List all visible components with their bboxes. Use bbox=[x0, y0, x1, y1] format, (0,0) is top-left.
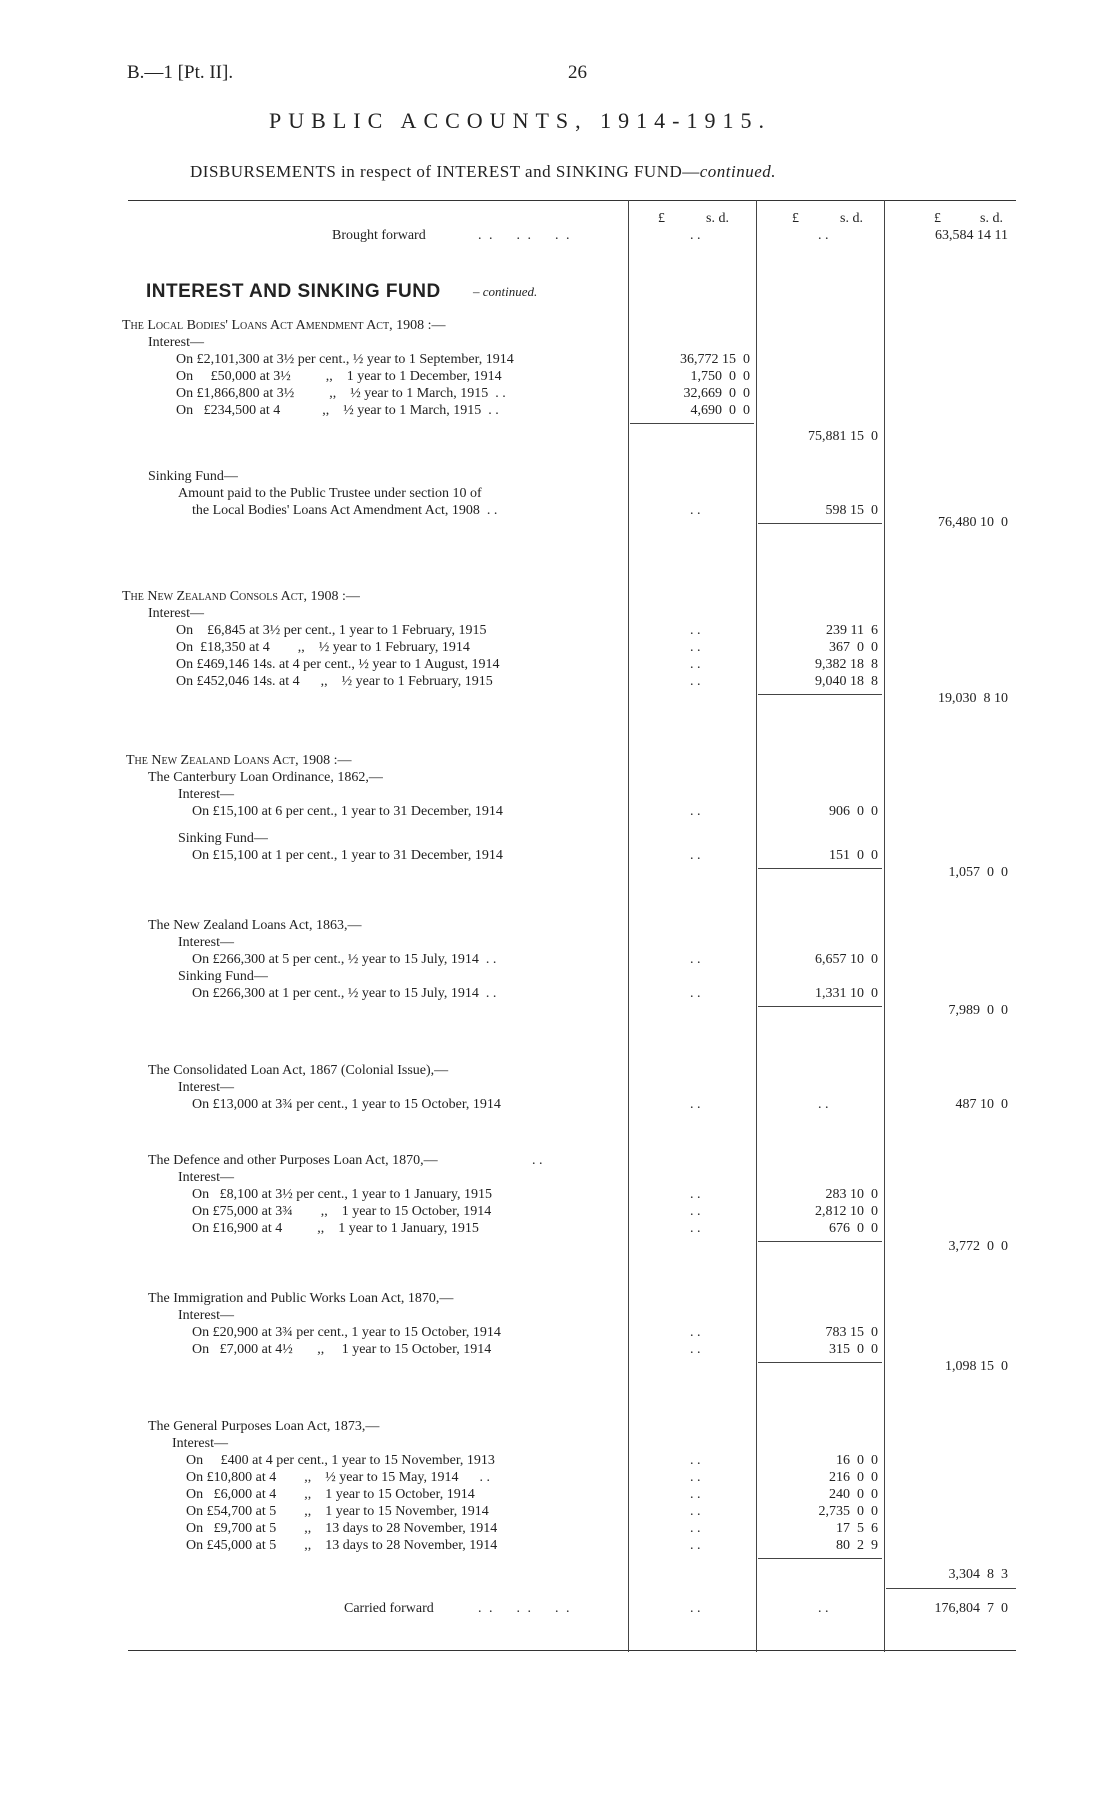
line-text: On £234,500 at 4 ,, ½ year to 1 March, 1915 . . bbox=[176, 403, 499, 418]
line-c1: . . bbox=[690, 623, 701, 638]
line-text: On £16,900 at 4 ,, 1 year to 1 January, 1915 bbox=[192, 1221, 479, 1236]
line-c1: . . bbox=[690, 1453, 701, 1468]
interest-label-text: Interest— bbox=[178, 1170, 234, 1185]
line-text: On £8,100 at 3½ per cent., 1 year to 1 January, 1915 bbox=[192, 1187, 493, 1202]
line-amount: 283 10 0 bbox=[825, 1187, 878, 1202]
table-top-rule bbox=[128, 200, 1016, 201]
line-c1: . . bbox=[690, 674, 701, 689]
consols-title-text: The New Zealand Consols Act, 1908 :— bbox=[122, 589, 360, 604]
sinking-label-text: Sinking Fund— bbox=[148, 469, 238, 484]
nz-loans-1863-sinking-label bbox=[128, 968, 1016, 986]
line-c1: . . bbox=[690, 1538, 701, 1553]
line-amount: 240 0 0 bbox=[829, 1487, 878, 1502]
line-text: On £54,700 at 5 ,, 1 year to 15 November, 1914 bbox=[186, 1504, 489, 1519]
local-bodies-interest-label bbox=[128, 334, 1016, 352]
sinking-line-text: the Local Bodies' Loans Act Amendment Act, 1908 . . bbox=[192, 503, 498, 518]
line-amount: 315 0 0 bbox=[829, 1342, 878, 1357]
carried-forward-total: 176,804 7 0 bbox=[934, 1601, 1008, 1616]
column-headers bbox=[128, 210, 1016, 228]
consolidated-1867-interest-label bbox=[128, 1079, 1016, 1097]
line-amount: 906 0 0 bbox=[829, 804, 878, 819]
consols-total: 19,030 8 10 bbox=[938, 691, 1008, 706]
line-c1: . . bbox=[690, 1342, 701, 1357]
sinking-label-text: Sinking Fund— bbox=[178, 969, 268, 984]
consolidated-1867-total: 487 10 0 bbox=[955, 1097, 1008, 1112]
carried-forward-row bbox=[128, 1600, 1016, 1618]
line-amount: 4,690 0 0 bbox=[690, 403, 750, 418]
line-text: On £9,700 at 5 ,, 13 days to 28 November, 1914 bbox=[186, 1521, 498, 1536]
sinking-line-text: Amount paid to the Public Trustee under section 10 of bbox=[178, 486, 482, 501]
nz-loans-1863-total: 7,989 0 0 bbox=[948, 1003, 1008, 1018]
canterbury-interest-line bbox=[128, 803, 1016, 821]
local-bodies-line-4 bbox=[128, 402, 1016, 420]
line-c1: . . bbox=[690, 848, 701, 863]
nz-loans-1863-total-row bbox=[128, 1002, 1016, 1020]
local-bodies-interest-total: 75,881 15 0 bbox=[808, 429, 878, 444]
local-bodies-interest-text: Interest— bbox=[148, 335, 204, 350]
grand-total-rule bbox=[886, 1588, 1016, 1589]
title-text: The Immigration and Public Works Loan Act, 1870,— bbox=[148, 1291, 454, 1306]
defence-1870-line-2 bbox=[128, 1203, 1016, 1221]
section-heading-suffix: – continued. bbox=[473, 284, 538, 299]
page-subtitle bbox=[190, 162, 776, 182]
section-heading bbox=[128, 280, 1016, 304]
defence-1870-total: 3,772 0 0 bbox=[948, 1239, 1008, 1254]
line-amount: 676 0 0 bbox=[829, 1221, 878, 1236]
canterbury-title bbox=[128, 769, 1016, 787]
line-amount: 1,331 10 0 bbox=[815, 986, 878, 1001]
subtitle-continued: continued. bbox=[699, 162, 777, 181]
col3-sd-header: s. d. bbox=[980, 211, 1003, 226]
col1-pounds-header: £ bbox=[658, 211, 665, 226]
line-amount: 783 15 0 bbox=[825, 1325, 878, 1340]
sinking-c1: . . bbox=[690, 503, 701, 518]
line-c1: . . bbox=[690, 986, 701, 1001]
local-bodies-sinking-label bbox=[128, 468, 1016, 486]
immigration-1870-total-row bbox=[128, 1358, 1016, 1376]
line-c1: . . bbox=[690, 952, 701, 967]
line-c1: . . bbox=[690, 640, 701, 655]
line-text: On £13,000 at 3¾ per cent., 1 year to 15 October, 1914 bbox=[192, 1097, 501, 1112]
line-amount: 1,750 0 0 bbox=[690, 369, 750, 384]
subtitle-text: DISBURSEMENTS in respect of INTEREST and SINKING FUND— bbox=[190, 162, 700, 181]
line-amount: 216 0 0 bbox=[829, 1470, 878, 1485]
line-text: On £266,300 at 1 per cent., ½ year to 15 July, 1914 . . bbox=[192, 986, 497, 1001]
consols-line-4 bbox=[128, 673, 1016, 691]
title-text: The Defence and other Purposes Loan Act, 1870,— bbox=[148, 1153, 438, 1168]
sinking-label-text: Sinking Fund— bbox=[178, 831, 268, 846]
table-bottom-rule bbox=[128, 1650, 1016, 1651]
general-1873-line-3 bbox=[128, 1486, 1016, 1504]
line-amount: 239 11 6 bbox=[826, 623, 878, 638]
brought-forward-c2: . . bbox=[818, 228, 829, 243]
line-amount: 367 0 0 bbox=[829, 640, 878, 655]
subtotal-rule bbox=[630, 423, 754, 424]
line-amount: 151 0 0 bbox=[829, 848, 878, 863]
line-text: On £2,101,300 at 3½ per cent., ½ year to 1 September, 1914 bbox=[176, 352, 514, 367]
general-1873-interest-label bbox=[128, 1435, 1016, 1453]
local-bodies-total: 76,480 10 0 bbox=[938, 515, 1008, 530]
carried-forward-c1: . . bbox=[690, 1601, 701, 1616]
line-text: On £15,100 at 1 per cent., 1 year to 31 December, 1914 bbox=[192, 848, 503, 863]
line-c1: . . bbox=[690, 1221, 701, 1236]
nz-loans-1863-interest-line bbox=[128, 951, 1016, 969]
defence-1870-title bbox=[128, 1152, 1016, 1170]
general-1873-title bbox=[128, 1418, 1016, 1436]
consolidated-1867-title bbox=[128, 1062, 1016, 1080]
line-text: On £6,000 at 4 ,, 1 year to 15 October, 1914 bbox=[186, 1487, 475, 1502]
line-c1: . . bbox=[690, 804, 701, 819]
local-bodies-total-row bbox=[128, 514, 1016, 532]
interest-label-text: Interest— bbox=[178, 935, 234, 950]
line-text: On £45,000 at 5 ,, 13 days to 28 November, 1914 bbox=[186, 1538, 498, 1553]
line-text: On £266,300 at 5 per cent., ½ year to 15 July, 1914 . . bbox=[192, 952, 497, 967]
consols-line-1 bbox=[128, 622, 1016, 640]
local-bodies-line-3 bbox=[128, 385, 1016, 403]
carried-forward-c2: . . bbox=[818, 1601, 829, 1616]
brought-forward-label: Brought forward bbox=[332, 228, 426, 243]
defence-1870-line-3 bbox=[128, 1220, 1016, 1238]
interest-label-text: Interest— bbox=[178, 1308, 234, 1323]
defence-1870-line-1 bbox=[128, 1186, 1016, 1204]
local-bodies-title bbox=[122, 317, 1016, 335]
loans-act-title-text: The New Zealand Loans Act, 1908 :— bbox=[126, 753, 352, 768]
local-bodies-interest-total-row bbox=[128, 428, 1016, 446]
line-c1: . . bbox=[690, 1504, 701, 1519]
line-amount: 6,657 10 0 bbox=[815, 952, 878, 967]
interest-label-text: Interest— bbox=[178, 1080, 234, 1095]
line-amount: 80 2 9 bbox=[836, 1538, 878, 1553]
loans-act-total-row bbox=[128, 864, 1016, 882]
line-text: On £75,000 at 3¾ ,, 1 year to 15 October, 1914 bbox=[192, 1204, 492, 1219]
local-bodies-line-2 bbox=[128, 368, 1016, 386]
consols-title bbox=[122, 588, 1016, 606]
brought-forward-total: 63,584 14 11 bbox=[935, 228, 1008, 243]
loans-act-total: 1,057 0 0 bbox=[948, 865, 1008, 880]
general-1873-line-4 bbox=[128, 1503, 1016, 1521]
line-text: On £452,046 14s. at 4 ,, ½ year to 1 February, 1915 bbox=[176, 674, 493, 689]
consols-line-3 bbox=[128, 656, 1016, 674]
general-1873-line-1 bbox=[128, 1452, 1016, 1470]
nz-loans-1863-interest-label bbox=[128, 934, 1016, 952]
general-1873-line-5 bbox=[128, 1520, 1016, 1538]
line-c1: . . bbox=[690, 657, 701, 672]
col2-sd-header: s. d. bbox=[840, 211, 863, 226]
line-amount: 2,735 0 0 bbox=[818, 1504, 878, 1519]
line-amount: 9,040 18 8 bbox=[815, 674, 878, 689]
nz-loans-1863-sinking-line bbox=[128, 985, 1016, 1003]
line-text: On £15,100 at 6 per cent., 1 year to 31 December, 1914 bbox=[192, 804, 503, 819]
general-1873-total-row bbox=[128, 1566, 1016, 1584]
disbursements-table bbox=[122, 200, 1016, 1652]
general-1873-line-2 bbox=[128, 1469, 1016, 1487]
line-amount: 9,382 18 8 bbox=[815, 657, 878, 672]
immigration-1870-total: 1,098 15 0 bbox=[945, 1359, 1008, 1374]
defence-1870-total-row bbox=[128, 1238, 1016, 1256]
line-c1: . . bbox=[690, 1521, 701, 1536]
immigration-1870-line-1 bbox=[128, 1324, 1016, 1342]
carried-forward-label: Carried forward bbox=[344, 1601, 434, 1616]
subtotal-rule bbox=[758, 1558, 882, 1559]
general-1873-line-6 bbox=[128, 1537, 1016, 1555]
canterbury-sinking-line bbox=[128, 847, 1016, 865]
consols-interest-text: Interest— bbox=[148, 606, 204, 621]
defence-1870-interest-label bbox=[128, 1169, 1016, 1187]
local-bodies-line-1 bbox=[128, 351, 1016, 369]
brought-forward-dots: . . . . . . bbox=[478, 228, 572, 243]
line-c1: . . bbox=[690, 1487, 701, 1502]
section-heading-title: INTEREST AND SINKING FUND bbox=[146, 281, 441, 302]
carried-forward-dots: . . . . . . bbox=[478, 1601, 572, 1616]
consols-line-2 bbox=[128, 639, 1016, 657]
page-title: PUBLIC ACCOUNTS, 1914-1915. bbox=[269, 108, 771, 133]
line-c1: . . bbox=[690, 1187, 701, 1202]
line-amount: 36,772 15 0 bbox=[680, 352, 750, 367]
brought-forward-row bbox=[128, 227, 1016, 245]
consols-interest-label bbox=[128, 605, 1016, 623]
line-c1: . . bbox=[690, 1204, 701, 1219]
consolidated-1867-line bbox=[128, 1096, 1016, 1114]
local-bodies-title-text: The Local Bodies' Loans Act Amendment Act, 1908 :— bbox=[122, 318, 446, 333]
loans-act-title bbox=[128, 752, 1016, 770]
line-text: On £10,800 at 4 ,, ½ year to 15 May, 1914 . . bbox=[186, 1470, 490, 1485]
col2-pounds-header: £ bbox=[792, 211, 799, 226]
title-text: The Consolidated Loan Act, 1867 (Colonial Issue),— bbox=[148, 1063, 449, 1078]
general-1873-total: 3,304 8 3 bbox=[948, 1567, 1008, 1582]
immigration-1870-title bbox=[128, 1290, 1016, 1308]
canterbury-sinking-label bbox=[128, 830, 1016, 848]
title-text: The New Zealand Loans Act, 1863,— bbox=[148, 918, 362, 933]
line-c2: . . bbox=[818, 1097, 829, 1112]
document-reference: B.—1 [Pt. II]. bbox=[127, 62, 234, 83]
line-text: On £400 at 4 per cent., 1 year to 15 November, 1913 bbox=[186, 1453, 495, 1468]
page-number: 26 bbox=[568, 62, 587, 83]
line-text: On £20,900 at 3¾ per cent., 1 year to 15 October, 1914 bbox=[192, 1325, 501, 1340]
brought-forward-c1: . . bbox=[690, 228, 701, 243]
line-c1: . . bbox=[690, 1470, 701, 1485]
line-text: On £469,146 14s. at 4 per cent., ½ year to 1 August, 1914 bbox=[176, 657, 500, 672]
line-text: On £18,350 at 4 ,, ½ year to 1 February, 1914 bbox=[176, 640, 470, 655]
line-amount: 16 0 0 bbox=[836, 1453, 878, 1468]
line-amount: 17 5 6 bbox=[836, 1521, 878, 1536]
line-text: On £50,000 at 3½ ,, 1 year to 1 December, 1914 bbox=[176, 369, 502, 384]
canterbury-title-text: The Canterbury Loan Ordinance, 1862,— bbox=[148, 770, 383, 785]
line-text: On £7,000 at 4½ ,, 1 year to 15 October, 1914 bbox=[192, 1342, 492, 1357]
line-c1: . . bbox=[690, 1325, 701, 1340]
canterbury-interest-label bbox=[128, 786, 1016, 804]
line-text: On £1,866,800 at 3½ ,, ½ year to 1 March, 1915 . . bbox=[176, 386, 506, 401]
col1-sd-header: s. d. bbox=[706, 211, 729, 226]
consols-total-row bbox=[128, 690, 1016, 708]
nz-loans-1863-title bbox=[128, 917, 1016, 935]
line-amount: 2,812 10 0 bbox=[815, 1204, 878, 1219]
line-amount: 32,669 0 0 bbox=[683, 386, 750, 401]
interest-label-text: Interest— bbox=[172, 1436, 228, 1451]
sinking-amount: 598 15 0 bbox=[825, 503, 878, 518]
title-dots: . . bbox=[532, 1153, 543, 1168]
line-text: On £6,845 at 3½ per cent., 1 year to 1 February, 1915 bbox=[176, 623, 487, 638]
local-bodies-sinking-line-1 bbox=[128, 485, 1016, 503]
interest-label-text: Interest— bbox=[178, 787, 234, 802]
line-c1: . . bbox=[690, 1097, 701, 1112]
col3-pounds-header: £ bbox=[934, 211, 941, 226]
immigration-1870-interest-label bbox=[128, 1307, 1016, 1325]
title-text: The General Purposes Loan Act, 1873,— bbox=[148, 1419, 380, 1434]
immigration-1870-line-2 bbox=[128, 1341, 1016, 1359]
